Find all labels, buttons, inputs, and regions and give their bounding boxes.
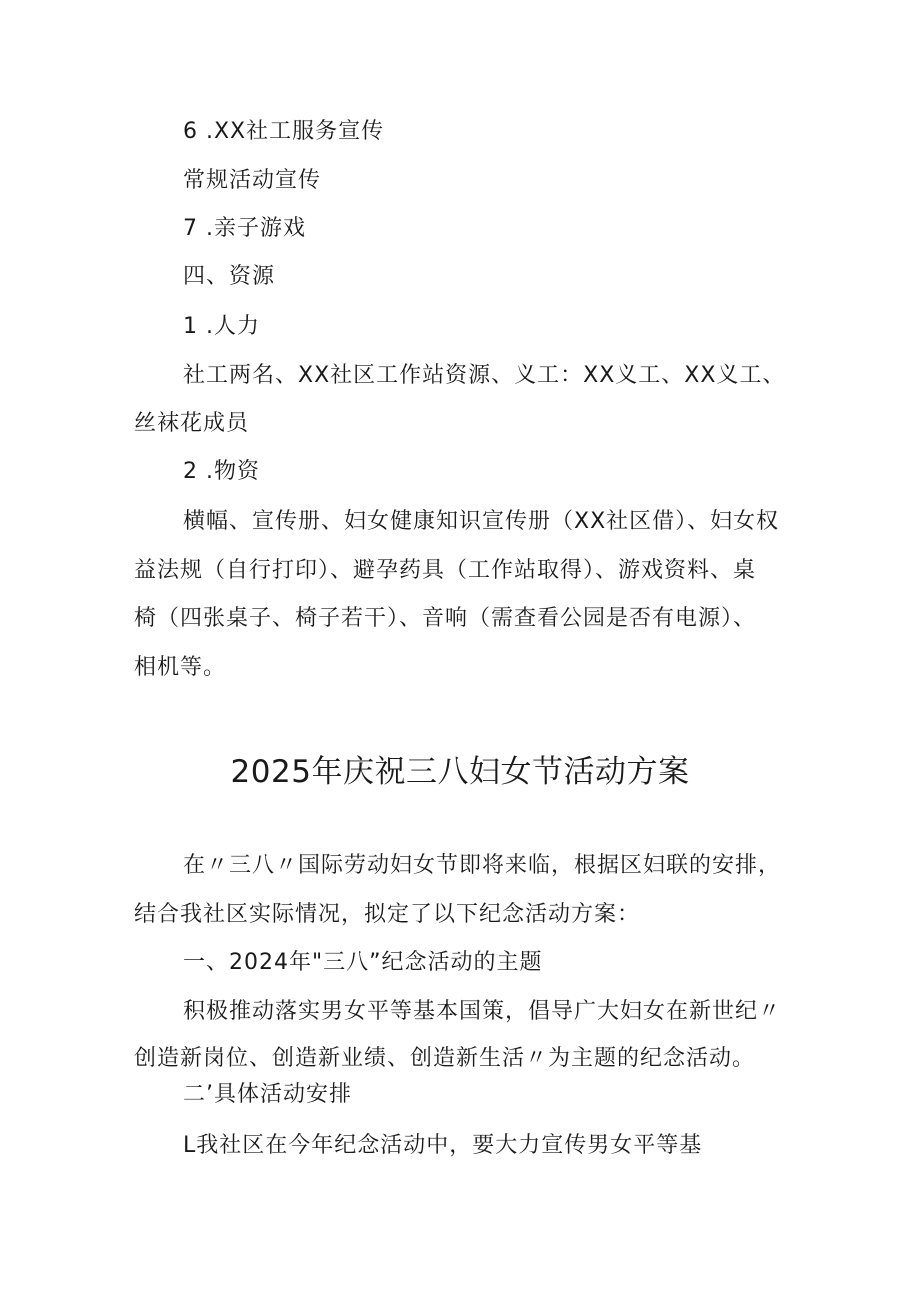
section-heading-theme: 一、2024年"三八”纪念活动的主题 bbox=[183, 950, 543, 975]
list-item-2-materials: 2 .物资 bbox=[183, 459, 260, 484]
document-title: 2025年庆祝三八妇女节活动方案 bbox=[230, 754, 690, 790]
section-heading-arrangements: 二’具体活动安排 bbox=[183, 1082, 352, 1107]
section-heading-resources: 四、资源 bbox=[183, 264, 276, 289]
paragraph-materials-line-1: 横幅、宣传册、妇女健康知识宣传册（XX社区借）、妇女权 bbox=[183, 509, 780, 534]
paragraph-manpower-line-2: 丝袜花成员 bbox=[134, 411, 250, 436]
paragraph-arrangements-line-1: L我社区在今年纪念活动中，要大力宣传男女平等基 bbox=[183, 1133, 703, 1158]
paragraph-materials-line-4: 相机等。 bbox=[134, 655, 227, 680]
paragraph-theme-line-1: 积极推动落实男女平等基本国策，倡导广大妇女在新世纪〃 bbox=[183, 999, 782, 1024]
paragraph-regular-promo: 常规活动宣传 bbox=[183, 168, 322, 193]
paragraph-materials-line-3: 椅（四张桌子、椅子若干）、音响（需查看公园是否有电源）、 bbox=[134, 606, 757, 631]
paragraph-materials-line-2: 益法规（自行打印）、避孕药具（工作站取得）、游戏资料、桌 bbox=[134, 558, 757, 583]
paragraph-intro-line-2: 结合我社区实际情况，拟定了以下纪念活动方案： bbox=[134, 902, 641, 927]
paragraph-theme-line-2: 创造新岗位、创造新业绩、创造新生活〃为主题的纪念活动。 bbox=[134, 1046, 756, 1071]
paragraph-manpower-line-1: 社工两名、XX社区工作站资源、义工：XX义工、XX义工、 bbox=[183, 363, 786, 388]
list-item-1-manpower: 1 .人力 bbox=[183, 314, 260, 339]
list-item-6-service-promo: 6 .XX社工服务宣传 bbox=[183, 119, 385, 144]
list-item-7-parent-child-games: 7 .亲子游戏 bbox=[183, 216, 306, 241]
paragraph-intro-line-1: 在〃三八〃国际劳动妇女节即将来临，根据区妇联的安排， bbox=[183, 853, 782, 878]
